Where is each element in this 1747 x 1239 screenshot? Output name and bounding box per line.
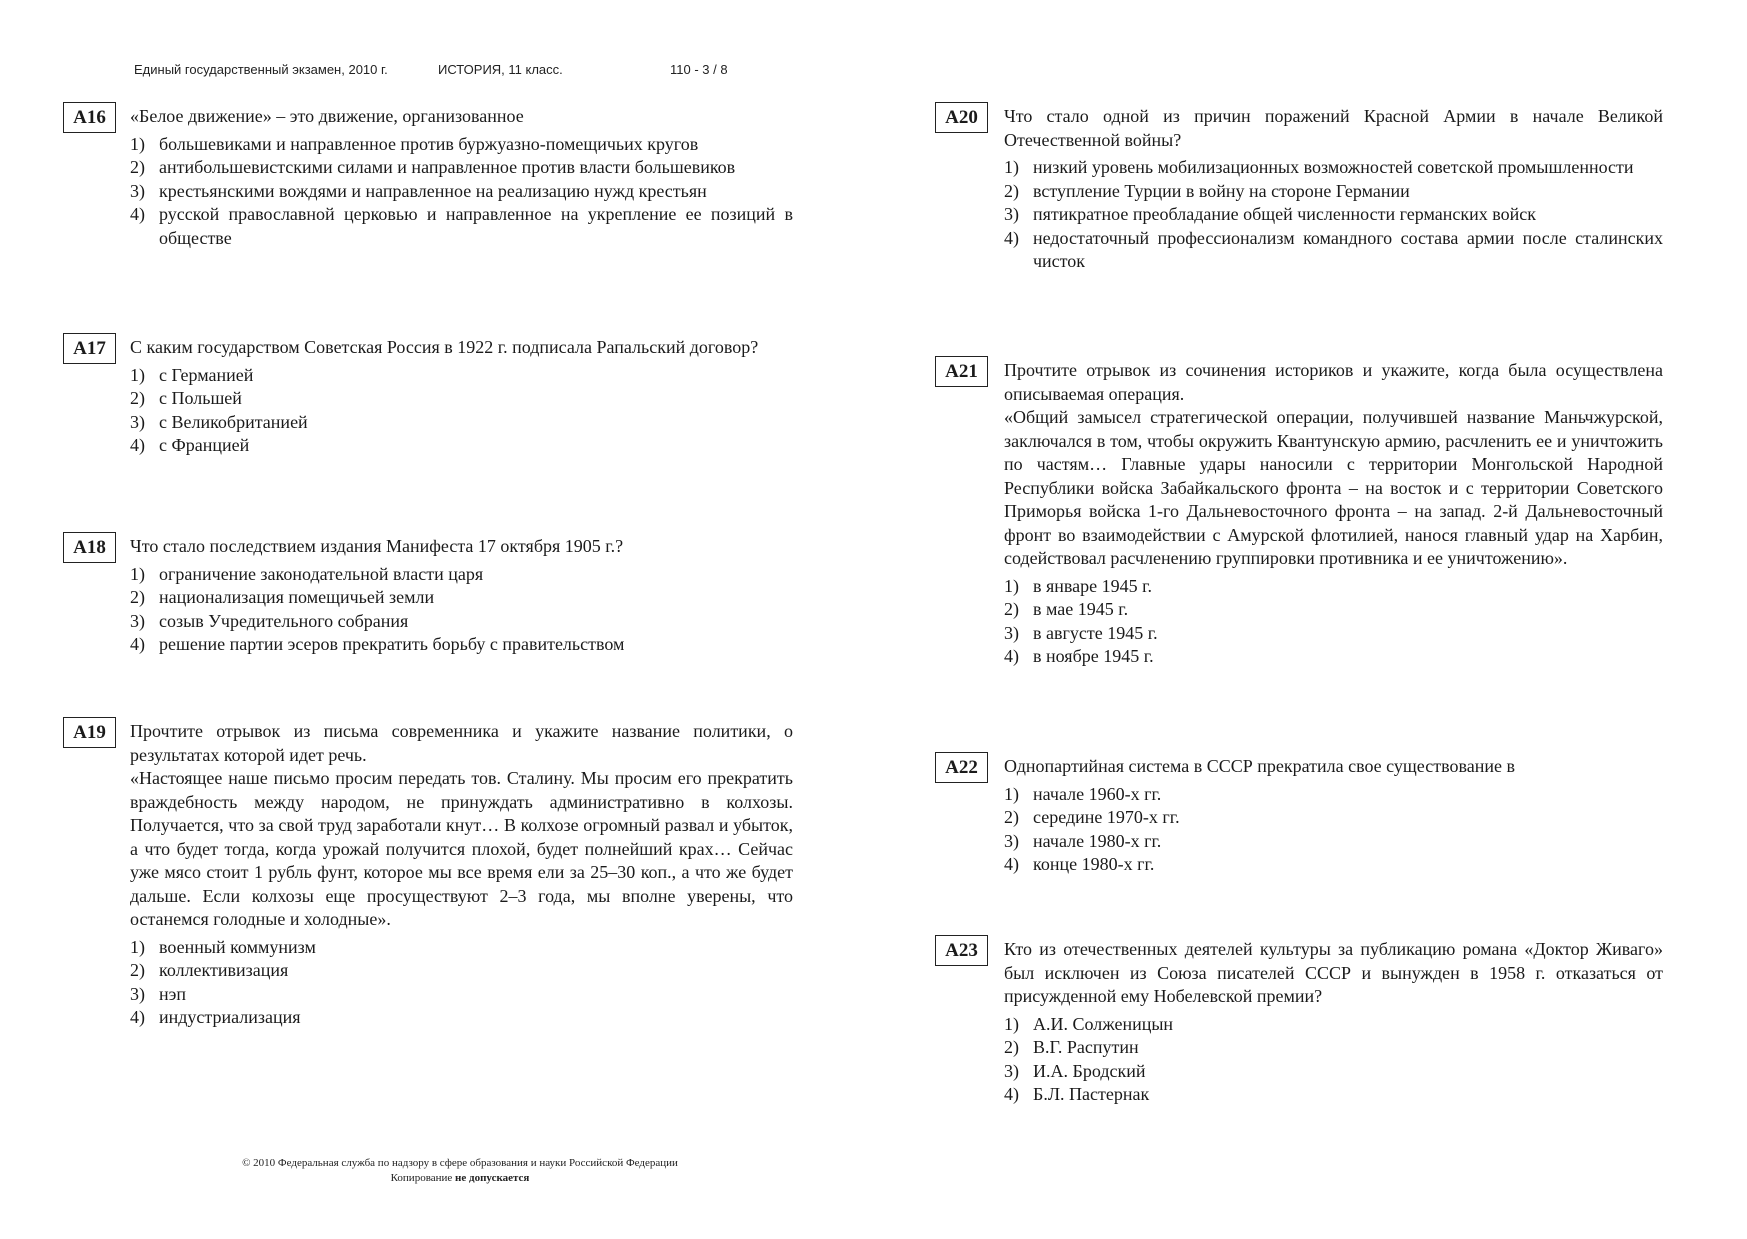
quoted-passage: «Настоящее наше письмо просим передать тов. Сталину. Мы просим его прекратить враждебность между народом, не принуждать административно в колхозы. Получается, что за свой труд заработали кнут… В колхозе огромный развал и убыток, а что будет тогда, когда урожай получится плохой, будет полнейший крах… Сейчас уже мясо стоит 1 рубль фунт, которое мы все время ели за 25–30 коп., а что же будет дальше. Если колхозы еще просуществуют 2–3 года, мы вполне уверены, что останемся голодные и холодные». [130,768,793,929]
answer-option: 2) национализация помещичьей земли [130,587,435,607]
answer-option: 4) Б.Л. Пастернак [1004,1084,1150,1104]
question-number: A19 [63,717,116,748]
answer-option: 1) А.И. Солженицын [1004,1013,1174,1034]
question-text: Прочтите отрывок из сочинения историков и укажите, когда была осуществлена описываемая операция. [1004,360,1663,404]
answer-option: 2) антибольшевистскими силами и направленное против власти большевиков [130,157,736,177]
answer-option: 3) крестьянскими вождями и направленное на реализацию нужд крестьян [130,180,707,201]
answer-option: 3) нэп [130,983,186,1004]
answer-option: 2) В.Г. Распутин [1004,1037,1139,1057]
question-text: Кто из отечественных деятелей культуры за публикацию романа «Доктор Живаго» был исключен из Союза писателей СССР и вынужден в 1958 г. отказаться от присужденной ему Нобелевской премии? [1004,939,1663,1006]
answer-options [1004,156,1663,274]
answer-option: 1) военный коммунизм [130,936,316,957]
answer-option: 3) созыв Учредительного собрания [130,610,409,631]
question-text: Что стало одной из причин поражений Красной Армии в начале Великой Отечественной войны? [1004,106,1663,150]
answer-option: 4) в ноябре 1945 г. [1004,646,1154,666]
question-number: A17 [63,333,116,364]
answer-option: 4) русской православной церковью и направленное на укрепление ее позиций в обществе [130,204,793,248]
answer-option: 3) с Великобританией [130,411,308,432]
question-text: «Белое движение» – это движение, организованное [130,106,524,126]
answer-option: 3) пятикратное преобладание общей численности германских войск [1004,204,1536,224]
answer-option: 4) индустриализация [130,1007,301,1027]
question-number: A18 [63,532,116,563]
answer-options [130,936,793,1030]
answer-option: 2) середине 1970-х гг. [1004,807,1180,827]
question-text: Что стало последствием издания Манифеста 17 октября 1905 г.? [130,536,624,556]
answer-option: 1) низкий уровень мобилизационных возможностей советской промышленности [1004,157,1634,177]
answer-option: 2) коллективизация [130,960,289,980]
question-number: A16 [63,102,116,133]
answer-option: 1) в январе 1945 г. [1004,575,1153,596]
question-text: Однопартийная система в СССР прекратила свое существование в [1004,756,1515,776]
question-text: С каким государством Советская Россия в 1922 г. подписала Рапальский договор? [130,337,759,357]
answer-option: 2) вступление Турции в войну на стороне Германии [1004,180,1410,201]
subject-title: ИСТОРИЯ, 11 класс. [438,62,563,77]
copy-notice: Копирование не допускается [390,1172,530,1184]
question-number: A22 [935,752,988,783]
answer-option: 3) начале 1980-х гг. [1004,830,1162,851]
answer-option: 1) с Германией [130,364,254,385]
answer-options [1004,575,1663,669]
answer-options [130,563,793,657]
copyright-line: © 2010 Федеральная служба по надзору в сфере образования и науки Российской Федерации [242,1157,678,1169]
answer-option: 4) с Францией [130,435,250,455]
answer-option: 1) большевиками и направленное против буржуазно-помещичьих кругов [130,133,699,154]
page-number: 110 - 3 / 8 [670,62,728,77]
answer-options [130,364,793,458]
exam-title: Единый государственный экзамен, 2010 г. [134,62,388,77]
answer-option: 4) решение партии эсеров прекратить борьбу с правительством [130,634,625,654]
answer-option: 1) начале 1960-х гг. [1004,783,1162,804]
answer-option: 3) в августе 1945 г. [1004,622,1158,643]
answer-option: 3) И.А. Бродский [1004,1060,1146,1081]
answer-option: 4) конце 1980-х гг. [1004,854,1155,874]
answer-option: 2) с Польшей [130,388,242,408]
answer-options [1004,783,1663,877]
question-number: A21 [935,356,988,387]
answer-options [1004,1013,1663,1107]
question-number: A20 [935,102,988,133]
answer-option: 2) в мае 1945 г. [1004,599,1129,619]
page-footer [130,1156,790,1186]
answer-option: 1) ограничение законодательной власти царя [130,563,484,584]
answer-options [130,133,793,251]
question-text: Прочтите отрывок из письма современника и укажите название политики, о результатах которой идет речь. [130,721,793,765]
answer-option: 4) недостаточный профессионализм командного состава армии после сталинских чисток [1004,227,1663,271]
question-number: A23 [935,935,988,966]
quoted-passage: «Общий замысел стратегической операции, получившей название Маньчжурской, заключался в том, чтобы окружить Квантунскую армию, расчленить ее и уничтожить по частям… Главные удары наносили с территории Монгольской Народной Республики войска Забайкальского фронта – на восток и с территории Советского Приморья войска 1-го Дальневосточного фронта – на запад. 2-й Дальневосточный фронт во взаимодействии с Амурской флотилией, нанося главный удар на Харбин, содействовал расчленению группировки противника и ее уничтожению». [1004,407,1663,568]
